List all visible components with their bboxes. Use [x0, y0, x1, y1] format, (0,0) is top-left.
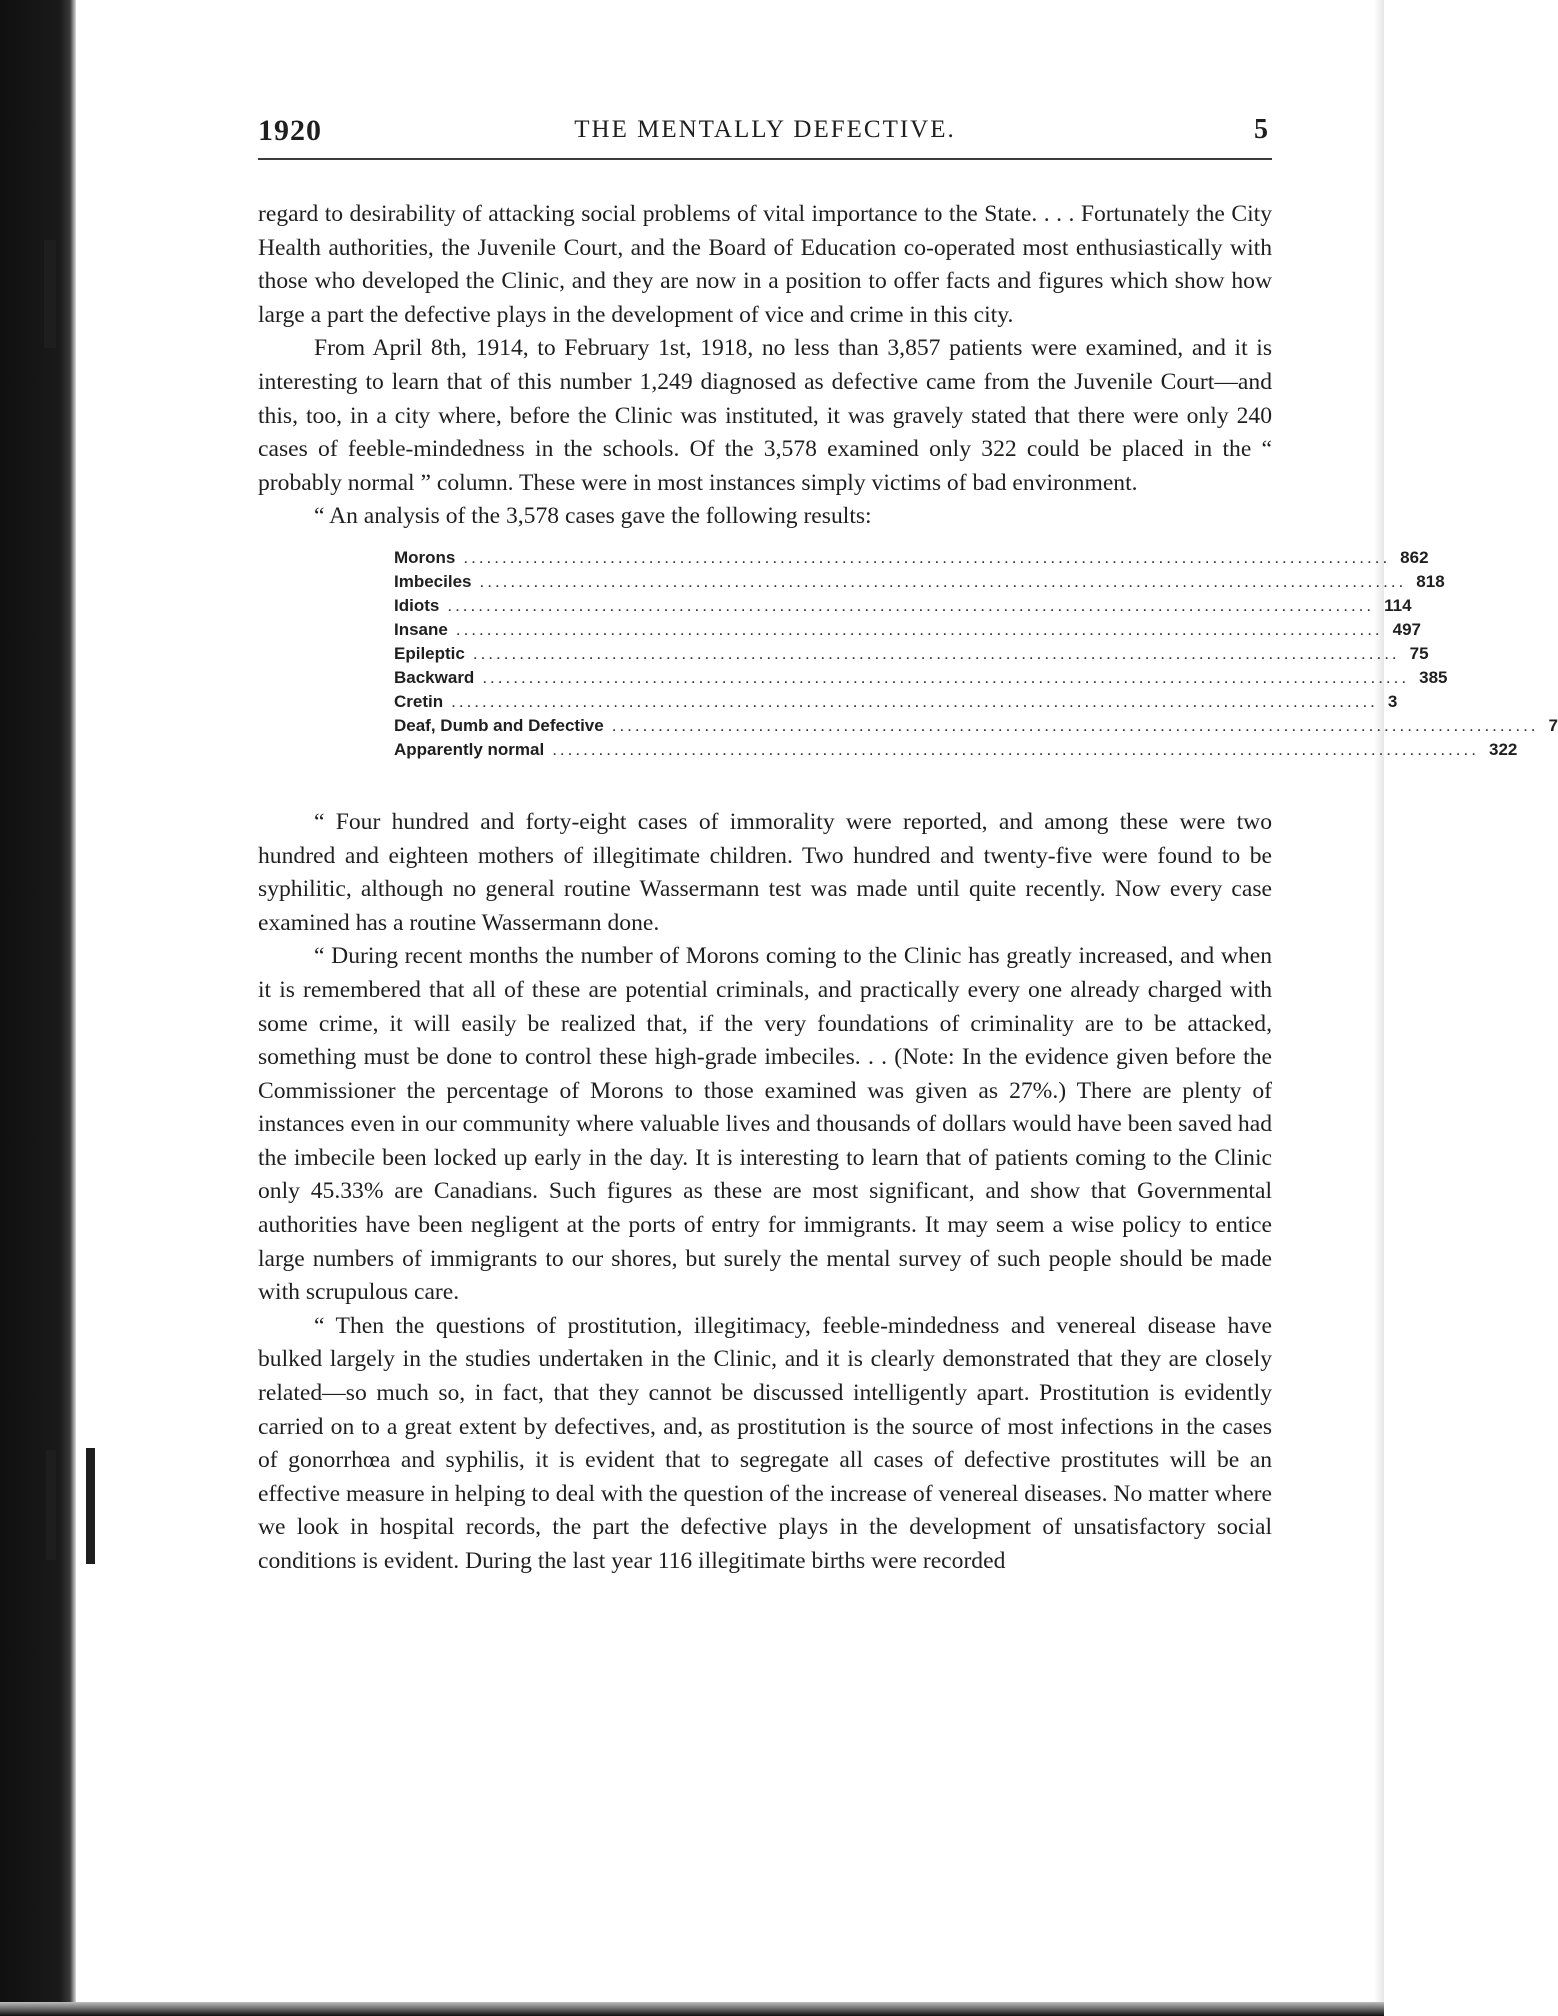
page-number: 5: [1254, 114, 1268, 145]
leader-dots: ........................................................................................................................: [611, 715, 1539, 735]
row-label: Imbeciles: [394, 571, 472, 591]
leader-dots: ........................................................................................................................: [552, 739, 1479, 759]
table-row: [394, 666, 1448, 690]
leader-dots: ........................................................................................................................: [455, 619, 1383, 639]
table-row: [394, 642, 1429, 666]
scan-border-left: [0, 0, 76, 2016]
results-table: [394, 546, 1558, 762]
table-row: [394, 714, 1558, 738]
leader-dots: ........................................................................................................................: [463, 547, 1391, 567]
binding-mark-bottom-2: [86, 1448, 95, 1564]
page-body: [258, 198, 1558, 1579]
row-label: Epileptic: [394, 643, 465, 663]
table-row: [394, 690, 1398, 714]
table-row: [394, 546, 1429, 570]
table-row: [394, 570, 1445, 594]
binding-mark-bottom-1: [46, 1450, 56, 1560]
header-year: 1920: [258, 114, 322, 147]
leader-dots: ........................................................................................................................: [451, 691, 1378, 711]
row-label: Idiots: [394, 595, 440, 615]
row-value: 7: [1548, 715, 1558, 735]
paragraph: “ During recent months the number of Morons coming to the Clinic has greatly increased, and when it is remembered that all of these are potential criminals, and practically every one already charged with some crime, it will easily be realized that, if the very foundations of criminality are to be attacked, something must be done to control these high-grade imbeciles. . . (Note: In the evidence given before the Commissioner the percentage of Morons to those examined was given as 27%.) There are plenty of instances even in our community where valuable lives and thousands of dollars would have been saved had the imbecile been locked up early in the day. It is interesting to learn that of patients coming to the Clinic only 45.33% are Canadians. Such figures as these are most significant, and show that Governmental authorities have been negligent at the ports of entry for immigrants. It may seem a wise policy to entice large numbers of immigrants to our shores, but surely the mental survey of such people should be made with scrupulous care.: [258, 943, 1272, 1306]
running-header: [258, 112, 1272, 160]
row-value: 497: [1392, 619, 1422, 639]
row-label: Backward: [394, 667, 475, 687]
row-value: 385: [1419, 667, 1448, 687]
leader-dots: ........................................................................................................................: [447, 595, 1375, 615]
paragraph: From April 8th, 1914, to February 1st, 1918, no less than 3,857 patients were examined, and it is interesting to learn that of this number 1,249 diagnosed as defective came from the Juvenile Court—and this, too, in a city where, before the Clinic was instituted, it was gravely stated that there were only 240 cases of feeble-mindedness in the schools. Of the 3,578 examined only 322 could be placed in the “ probably normal ” column. These were in most instances simply victims of bad environment.: [258, 335, 1272, 496]
table-row: [394, 594, 1412, 618]
row-label: Cretin: [394, 691, 444, 711]
spacer: [258, 762, 1272, 806]
row-value: 862: [1400, 547, 1429, 567]
paragraph: regard to desirability of attacking social problems of vital importance to the State. . . . Fortunately the City Health authorities, the Juvenile Court, and the Board of Education co-operated most enthusiastically with those who developed the Clinic, and they are now in a position to offer facts and figures which show how large a part the defective plays in the development of vice and crime in this city.: [258, 201, 1272, 328]
row-value: 114: [1384, 595, 1412, 615]
binding-mark-top: [44, 240, 56, 348]
paragraph: “ Then the questions of prostitution, illegitimacy, feeble-mindedness and venereal disease have bulked largely in the studies undertaken in the Clinic, and it is clearly demonstrated that they are closely related—so much so, in fact, that they cannot be discussed intelligently apart. Prostitution is evidently carried on to a great extent by defectives, and, as prostitution is the source of most infections in the cases of gonorrhœa and syphilis, it is evident that to segregate all cases of defective prostitutes will be an effective measure in helping to deal with the question of the increase of venereal diseases. No matter where we look in hospital records, the part the defective plays in the development of unsatisfactory social conditions is evident. During the last year 116 illegitimate births were recorded: [258, 1312, 1272, 1574]
row-value: 322: [1488, 739, 1518, 759]
paragraph: “ Four hundred and forty-eight cases of immorality were reported, and among these were two hundred and eighteen mothers of illegitimate children. Two hundred and twenty-five were found to be syphilitic, although no general routine Wassermann test was made until quite recently. Now every case examined has a routine Wassermann done.: [258, 808, 1272, 936]
leader-dots: ........................................................................................................................: [472, 643, 1400, 663]
row-value: 818: [1416, 571, 1445, 591]
scan-border-right: [1374, 0, 1384, 2016]
row-value: 75: [1409, 643, 1429, 663]
row-label: Apparently normal: [394, 739, 545, 759]
header-title: THE MENTALLY DEFECTIVE.: [574, 116, 956, 143]
row-value: 3: [1387, 691, 1398, 711]
table-row: [394, 738, 1518, 762]
table-row: [394, 618, 1422, 642]
row-label: Deaf, Dumb and Defective: [394, 715, 604, 735]
paragraph: “ An analysis of the 3,578 cases gave the following results:: [314, 503, 872, 530]
leader-dots: ........................................................................................................................: [479, 571, 1407, 591]
row-label: Insane: [394, 619, 448, 639]
leader-dots: ........................................................................................................................: [482, 667, 1410, 687]
row-label: Morons: [394, 547, 456, 567]
scan-border-bottom: [0, 2002, 1384, 2016]
